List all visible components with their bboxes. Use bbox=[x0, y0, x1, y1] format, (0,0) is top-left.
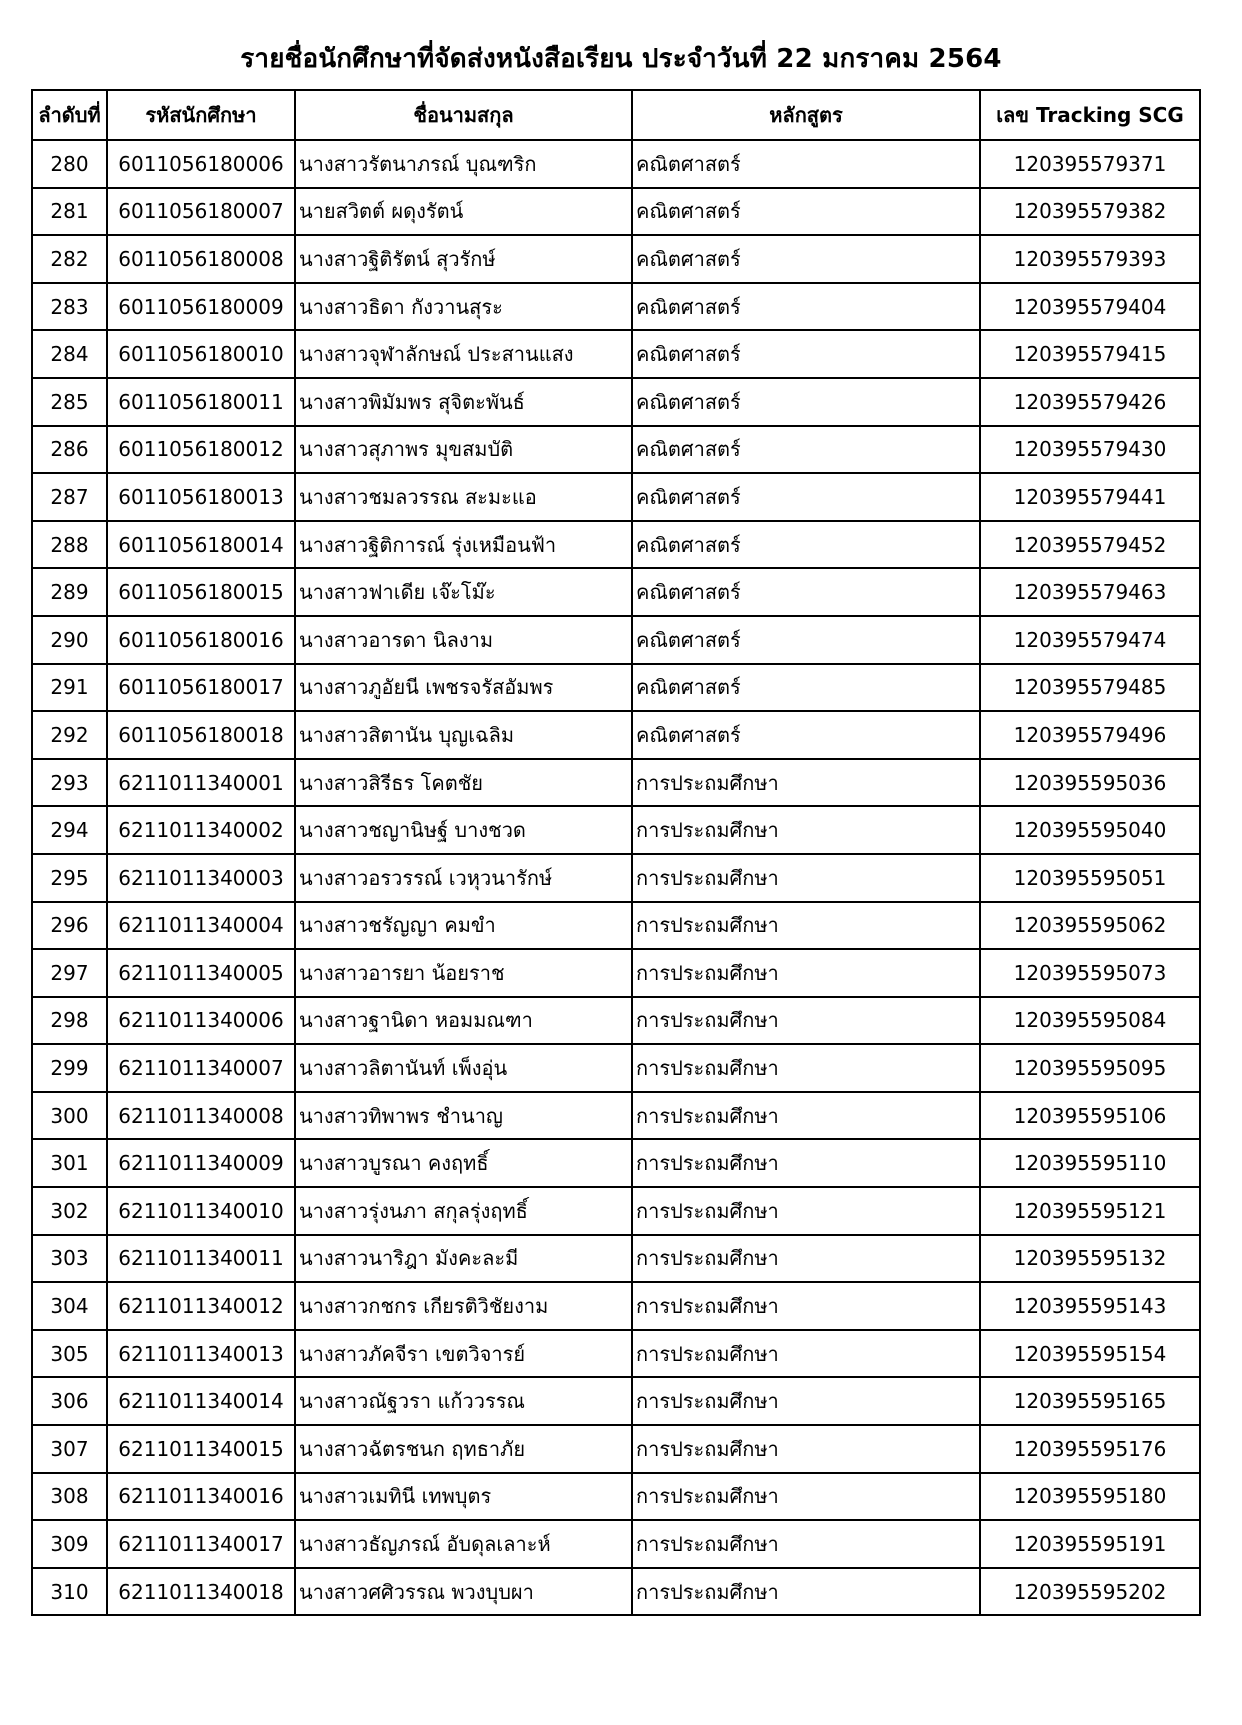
table-row bbox=[32, 949, 1200, 997]
cell-course: คณิตศาสตร์ bbox=[632, 568, 980, 616]
cell-student-id: 6211011340006 bbox=[107, 997, 295, 1045]
cell-course: การประถมศึกษา bbox=[632, 1044, 980, 1092]
cell-student-id: 6011056180010 bbox=[107, 330, 295, 378]
table-row bbox=[32, 1282, 1200, 1330]
table-row bbox=[32, 1044, 1200, 1092]
cell-tracking: 120395595121 bbox=[980, 1187, 1200, 1235]
cell-course: การประถมศึกษา bbox=[632, 854, 980, 902]
cell-num: 300 bbox=[32, 1092, 107, 1140]
cell-student-id: 6211011340015 bbox=[107, 1425, 295, 1473]
cell-name: นางสาวฟาเดีย เจ๊ะโม๊ะ bbox=[295, 568, 632, 616]
cell-num: 294 bbox=[32, 806, 107, 854]
table-row bbox=[32, 854, 1200, 902]
cell-course: คณิตศาสตร์ bbox=[632, 521, 980, 569]
cell-tracking: 120395579463 bbox=[980, 568, 1200, 616]
cell-tracking: 120395595036 bbox=[980, 759, 1200, 807]
cell-student-id: 6011056180018 bbox=[107, 711, 295, 759]
table-row bbox=[32, 806, 1200, 854]
cell-name: นางสาวชมลวรรณ สะมะแอ bbox=[295, 473, 632, 521]
cell-name: นางสาวศศิวรรณ พวงบุบผา bbox=[295, 1568, 632, 1616]
cell-tracking: 120395579415 bbox=[980, 330, 1200, 378]
table-row bbox=[32, 473, 1200, 521]
cell-name: นางสาวจุฬาลักษณ์ ประสานแสง bbox=[295, 330, 632, 378]
table-row bbox=[32, 1520, 1200, 1568]
cell-student-id: 6211011340002 bbox=[107, 806, 295, 854]
cell-course: คณิตศาสตร์ bbox=[632, 664, 980, 712]
cell-tracking: 120395595095 bbox=[980, 1044, 1200, 1092]
cell-student-id: 6211011340010 bbox=[107, 1187, 295, 1235]
cell-num: 290 bbox=[32, 616, 107, 664]
cell-student-id: 6211011340017 bbox=[107, 1520, 295, 1568]
cell-num: 284 bbox=[32, 330, 107, 378]
table-header bbox=[32, 90, 1200, 140]
cell-num: 289 bbox=[32, 568, 107, 616]
cell-student-id: 6011056180007 bbox=[107, 188, 295, 236]
cell-tracking: 120395595154 bbox=[980, 1330, 1200, 1378]
cell-num: 288 bbox=[32, 521, 107, 569]
cell-course: การประถมศึกษา bbox=[632, 1187, 980, 1235]
cell-tracking: 120395579452 bbox=[980, 521, 1200, 569]
table-row bbox=[32, 568, 1200, 616]
table-row bbox=[32, 1568, 1200, 1616]
cell-num: 280 bbox=[32, 140, 107, 188]
cell-tracking: 120395579496 bbox=[980, 711, 1200, 759]
cell-course: การประถมศึกษา bbox=[632, 1520, 980, 1568]
shipment-table bbox=[31, 89, 1201, 1616]
header-tracking: เลข Tracking SCG bbox=[980, 90, 1200, 140]
cell-course: คณิตศาสตร์ bbox=[632, 188, 980, 236]
cell-tracking: 120395595165 bbox=[980, 1377, 1200, 1425]
cell-name: นางสาวฐิติรัตน์ สุวรักษ์ bbox=[295, 235, 632, 283]
cell-tracking: 120395595084 bbox=[980, 997, 1200, 1045]
table-row bbox=[32, 711, 1200, 759]
cell-name: นางสาวกชกร เกียรติวิชัยงาม bbox=[295, 1282, 632, 1330]
cell-num: 303 bbox=[32, 1235, 107, 1283]
cell-course: การประถมศึกษา bbox=[632, 1139, 980, 1187]
cell-tracking: 120395595191 bbox=[980, 1520, 1200, 1568]
cell-course: การประถมศึกษา bbox=[632, 806, 980, 854]
cell-course: คณิตศาสตร์ bbox=[632, 616, 980, 664]
cell-tracking: 120395579371 bbox=[980, 140, 1200, 188]
cell-name: นางสาวฐานิดา หอมมณฑา bbox=[295, 997, 632, 1045]
cell-course: การประถมศึกษา bbox=[632, 1473, 980, 1521]
cell-name: นางสาวสิตานัน บุญเฉลิม bbox=[295, 711, 632, 759]
cell-tracking: 120395595143 bbox=[980, 1282, 1200, 1330]
cell-course: การประถมศึกษา bbox=[632, 997, 980, 1045]
cell-course: การประถมศึกษา bbox=[632, 1568, 980, 1616]
table-row bbox=[32, 902, 1200, 950]
cell-name: นางสาวรุ่งนภา สกุลรุ่งฤทธิ์ bbox=[295, 1187, 632, 1235]
cell-name: นางสาวลิตานันท์ เพ็งอุ่น bbox=[295, 1044, 632, 1092]
cell-num: 309 bbox=[32, 1520, 107, 1568]
cell-num: 285 bbox=[32, 378, 107, 426]
table-row bbox=[32, 1377, 1200, 1425]
header-row bbox=[32, 90, 1200, 140]
cell-name: นางสาวภัคจีรา เขตวิจารย์ bbox=[295, 1330, 632, 1378]
cell-student-id: 6211011340018 bbox=[107, 1568, 295, 1616]
cell-name: นางสาวธัญภรณ์ อับดุลเลาะห์ bbox=[295, 1520, 632, 1568]
cell-name: นางสาวฐิติการณ์ รุ่งเหมือนฟ้า bbox=[295, 521, 632, 569]
cell-student-id: 6211011340016 bbox=[107, 1473, 295, 1521]
cell-course: การประถมศึกษา bbox=[632, 1425, 980, 1473]
table-row bbox=[32, 521, 1200, 569]
cell-course: คณิตศาสตร์ bbox=[632, 473, 980, 521]
cell-num: 299 bbox=[32, 1044, 107, 1092]
cell-tracking: 120395595176 bbox=[980, 1425, 1200, 1473]
cell-num: 308 bbox=[32, 1473, 107, 1521]
cell-name: นายสวิตต์ ผดุงรัตน์ bbox=[295, 188, 632, 236]
header-course: หลักสูตร bbox=[632, 90, 980, 140]
cell-student-id: 6011056180011 bbox=[107, 378, 295, 426]
cell-name: นางสาวรัตนาภรณ์ บุณฑริก bbox=[295, 140, 632, 188]
table-row bbox=[32, 188, 1200, 236]
cell-tracking: 120395579430 bbox=[980, 426, 1200, 474]
cell-course: คณิตศาสตร์ bbox=[632, 426, 980, 474]
cell-student-id: 6211011340001 bbox=[107, 759, 295, 807]
table-row bbox=[32, 1330, 1200, 1378]
cell-num: 306 bbox=[32, 1377, 107, 1425]
cell-num: 283 bbox=[32, 283, 107, 331]
cell-student-id: 6011056180014 bbox=[107, 521, 295, 569]
cell-num: 304 bbox=[32, 1282, 107, 1330]
cell-name: นางสาวสิรีธร โคตชัย bbox=[295, 759, 632, 807]
cell-num: 305 bbox=[32, 1330, 107, 1378]
table-row bbox=[32, 1092, 1200, 1140]
cell-student-id: 6011056180017 bbox=[107, 664, 295, 712]
cell-num: 296 bbox=[32, 902, 107, 950]
cell-tracking: 120395595106 bbox=[980, 1092, 1200, 1140]
table-row bbox=[32, 1425, 1200, 1473]
cell-tracking: 120395595180 bbox=[980, 1473, 1200, 1521]
cell-course: การประถมศึกษา bbox=[632, 949, 980, 997]
cell-course: คณิตศาสตร์ bbox=[632, 283, 980, 331]
cell-course: การประถมศึกษา bbox=[632, 1092, 980, 1140]
table-row bbox=[32, 1235, 1200, 1283]
cell-num: 282 bbox=[32, 235, 107, 283]
cell-num: 287 bbox=[32, 473, 107, 521]
table-row bbox=[32, 616, 1200, 664]
cell-num: 292 bbox=[32, 711, 107, 759]
cell-tracking: 120395595062 bbox=[980, 902, 1200, 950]
cell-name: นางสาวเมทินี เทพบุตร bbox=[295, 1473, 632, 1521]
table-row bbox=[32, 997, 1200, 1045]
table-row bbox=[32, 283, 1200, 331]
table-row bbox=[32, 140, 1200, 188]
cell-num: 301 bbox=[32, 1139, 107, 1187]
cell-student-id: 6211011340005 bbox=[107, 949, 295, 997]
cell-tracking: 120395579426 bbox=[980, 378, 1200, 426]
cell-student-id: 6011056180008 bbox=[107, 235, 295, 283]
cell-student-id: 6211011340009 bbox=[107, 1139, 295, 1187]
cell-course: คณิตศาสตร์ bbox=[632, 711, 980, 759]
cell-student-id: 6211011340013 bbox=[107, 1330, 295, 1378]
cell-name: นางสาวอารยา น้อยราช bbox=[295, 949, 632, 997]
cell-tracking: 120395579404 bbox=[980, 283, 1200, 331]
cell-course: การประถมศึกษา bbox=[632, 1235, 980, 1283]
cell-student-id: 6011056180015 bbox=[107, 568, 295, 616]
cell-num: 298 bbox=[32, 997, 107, 1045]
cell-num: 293 bbox=[32, 759, 107, 807]
cell-name: นางสาวนาริฎา มังคะละมี bbox=[295, 1235, 632, 1283]
cell-tracking: 120395595110 bbox=[980, 1139, 1200, 1187]
header-student-id: รหัสนักศึกษา bbox=[107, 90, 295, 140]
cell-tracking: 120395595073 bbox=[980, 949, 1200, 997]
cell-name: นางสาวบูรณา คงฤทธิ์ bbox=[295, 1139, 632, 1187]
cell-course: คณิตศาสตร์ bbox=[632, 330, 980, 378]
table-row bbox=[32, 1139, 1200, 1187]
cell-name: นางสาวสุภาพร มุขสมบัติ bbox=[295, 426, 632, 474]
cell-tracking: 120395595132 bbox=[980, 1235, 1200, 1283]
cell-student-id: 6211011340012 bbox=[107, 1282, 295, 1330]
cell-tracking: 120395595051 bbox=[980, 854, 1200, 902]
cell-name: นางสาวณัฐวรา แก้ววรรณ bbox=[295, 1377, 632, 1425]
cell-num: 297 bbox=[32, 949, 107, 997]
cell-name: นางสาวธิดา กังวานสุระ bbox=[295, 283, 632, 331]
table-row bbox=[32, 1187, 1200, 1235]
cell-student-id: 6011056180012 bbox=[107, 426, 295, 474]
cell-tracking: 120395579441 bbox=[980, 473, 1200, 521]
cell-name: นางสาวอรวรรณ์ เวหุวนารักษ์ bbox=[295, 854, 632, 902]
cell-student-id: 6011056180006 bbox=[107, 140, 295, 188]
cell-tracking: 120395579474 bbox=[980, 616, 1200, 664]
page-title: รายชื่อนักศึกษาที่จัดส่งหนังสือเรียน ประจำวันที่ 22 มกราคม 2564 bbox=[240, 44, 1002, 74]
table-row bbox=[32, 235, 1200, 283]
cell-student-id: 6211011340011 bbox=[107, 1235, 295, 1283]
table-row bbox=[32, 330, 1200, 378]
cell-name: นางสาวชญานิษฐ์ บางชวด bbox=[295, 806, 632, 854]
cell-student-id: 6211011340004 bbox=[107, 902, 295, 950]
cell-course: คณิตศาสตร์ bbox=[632, 140, 980, 188]
cell-name: นางสาวทิพาพร ชำนาญ bbox=[295, 1092, 632, 1140]
cell-num: 307 bbox=[32, 1425, 107, 1473]
cell-student-id: 6211011340003 bbox=[107, 854, 295, 902]
cell-student-id: 6211011340014 bbox=[107, 1377, 295, 1425]
table-row bbox=[32, 426, 1200, 474]
cell-name: นางสาวอารดา นิลงาม bbox=[295, 616, 632, 664]
cell-num: 286 bbox=[32, 426, 107, 474]
header-num: ลำดับที่ bbox=[32, 90, 107, 140]
cell-course: การประถมศึกษา bbox=[632, 759, 980, 807]
cell-course: คณิตศาสตร์ bbox=[632, 235, 980, 283]
cell-tracking: 120395579393 bbox=[980, 235, 1200, 283]
cell-course: คณิตศาสตร์ bbox=[632, 378, 980, 426]
cell-num: 295 bbox=[32, 854, 107, 902]
cell-num: 281 bbox=[32, 188, 107, 236]
table-row bbox=[32, 1473, 1200, 1521]
cell-name: นางสาวพิมัมพร สุจิตะพันธ์ bbox=[295, 378, 632, 426]
cell-student-id: 6011056180013 bbox=[107, 473, 295, 521]
cell-tracking: 120395579382 bbox=[980, 188, 1200, 236]
table-row bbox=[32, 378, 1200, 426]
table-row bbox=[32, 664, 1200, 712]
table-body bbox=[32, 140, 1200, 1615]
cell-name: นางสาวภูอัยนี เพชรจรัสอัมพร bbox=[295, 664, 632, 712]
cell-tracking: 120395595202 bbox=[980, 1568, 1200, 1616]
cell-tracking: 120395579485 bbox=[980, 664, 1200, 712]
cell-student-id: 6011056180016 bbox=[107, 616, 295, 664]
header-name: ชื่อนามสกุล bbox=[295, 90, 632, 140]
cell-course: การประถมศึกษา bbox=[632, 1282, 980, 1330]
cell-student-id: 6011056180009 bbox=[107, 283, 295, 331]
cell-course: การประถมศึกษา bbox=[632, 902, 980, 950]
cell-name: นางสาวชรัญญา คมขำ bbox=[295, 902, 632, 950]
table-row bbox=[32, 759, 1200, 807]
cell-course: การประถมศึกษา bbox=[632, 1377, 980, 1425]
cell-student-id: 6211011340007 bbox=[107, 1044, 295, 1092]
cell-num: 310 bbox=[32, 1568, 107, 1616]
cell-num: 291 bbox=[32, 664, 107, 712]
cell-tracking: 120395595040 bbox=[980, 806, 1200, 854]
cell-course: การประถมศึกษา bbox=[632, 1330, 980, 1378]
cell-num: 302 bbox=[32, 1187, 107, 1235]
cell-name: นางสาวฉัตรชนก ฤทธาภัย bbox=[295, 1425, 632, 1473]
cell-student-id: 6211011340008 bbox=[107, 1092, 295, 1140]
